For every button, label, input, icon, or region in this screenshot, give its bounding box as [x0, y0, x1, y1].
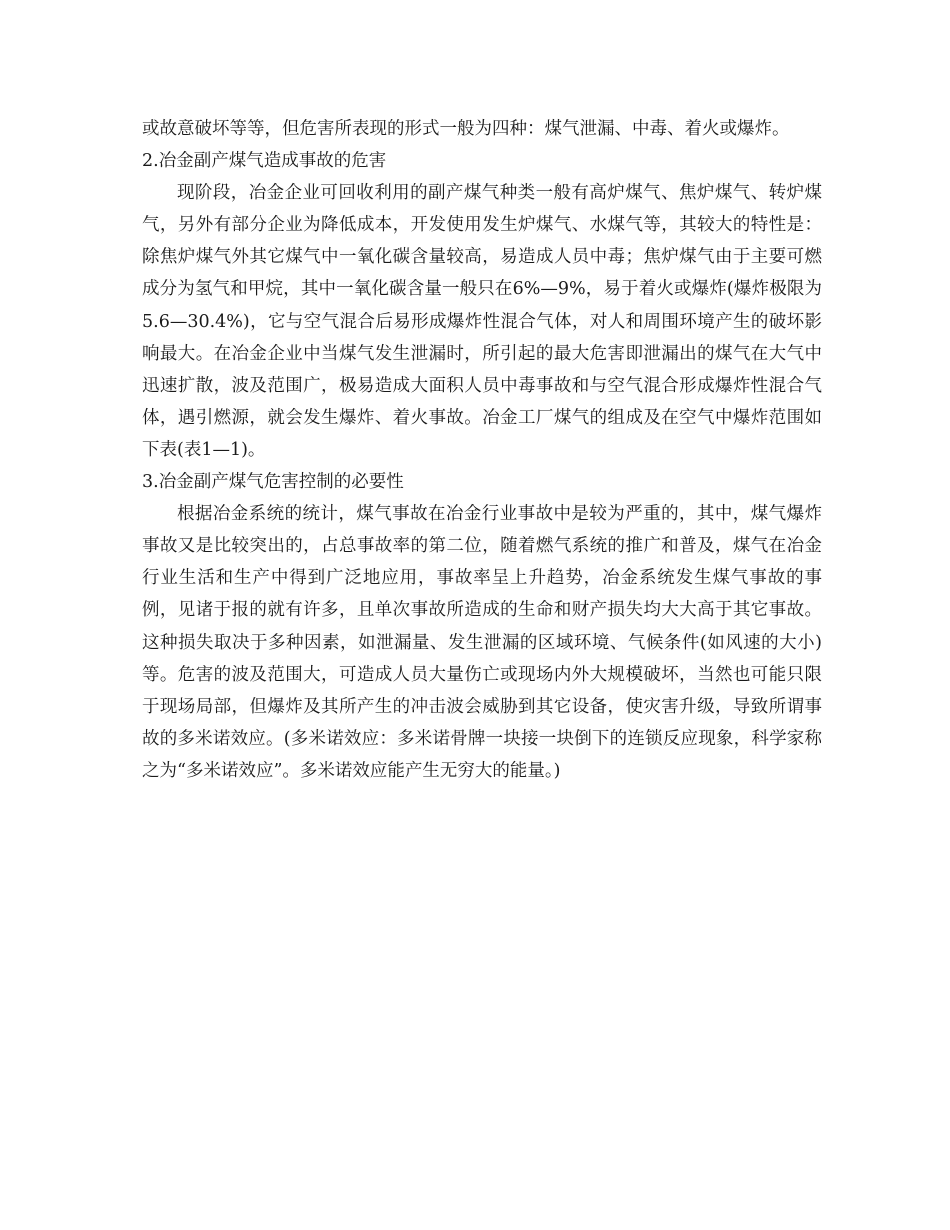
paragraph-accident-hazards: 现阶段，冶金企业可回收利用的副产煤气种类一般有高炉煤气、焦炉煤气、转炉煤气，另外有部分企业为降低成本，开发使用发生炉煤气、水煤气等，其较大的特性是：除焦炉煤气外其它煤气中一氧化碳含量较高，易造成人员中毒；焦炉煤气由于主要可燃成分为氢气和甲烷，其中一氧化碳含量一般只在6%—9%，易于着火或爆炸(爆炸极限为5.6—30.4%)，它与空气混合后易形成爆炸性混合气体，对人和周围环境产生的破坏影响最大。在冶金企业中当煤气发生泄漏时，所引起的最大危害即泄漏出的煤气在大气中迅速扩散，波及范围广，极易造成大面积人员中毒事故和与空气混合形成爆炸性混合气体，遇引燃源，就会发生爆炸、着火事故。冶金工厂煤气的组成及在空气中爆炸范围如下表(表1—1)。: [142, 183, 822, 460]
section-heading-3: 3.冶金副产煤气危害控制的必要性: [142, 472, 404, 493]
section-heading-2: 2.冶金副产煤气造成事故的危害: [142, 151, 387, 172]
document-body: [142, 113, 822, 787]
paragraph-intro-continuation: 或故意破坏等等，但危害所表现的形式一般为四种：煤气泄漏、中毒、着火或爆炸。: [142, 119, 790, 139]
paragraph-control-necessity: 根据冶金系统的统计，煤气事故在冶金行业事故中是较为严重的，其中，煤气爆炸事故又是比较突出的，占总事故率的第二位，随着燃气系统的推广和普及，煤气在冶金行业生活和生产中得到广泛地应用，事故率呈上升趋势，冶金系统发生煤气事故的事例，见诸于报的就有许多，且单次事故所造成的生命和财产损失均大大高于其它事故。这种损失取决于多种因素，如泄漏量、发生泄漏的区域环境、气候条件(如风速的大小)等。危害的波及范围大，可造成人员大量伤亡或现场内外大规模破坏，当然也可能只限于现场局部，但爆炸及其所产生的冲击波会威胁到其它设备，使灾害升级，导致所谓事故的多米诺效应。(多米诺效应：多米诺骨牌一块接一块倒下的连锁反应现象，科学家称之为“多米诺效应”。多米诺效应能产生无穷大的能量。): [142, 504, 822, 781]
